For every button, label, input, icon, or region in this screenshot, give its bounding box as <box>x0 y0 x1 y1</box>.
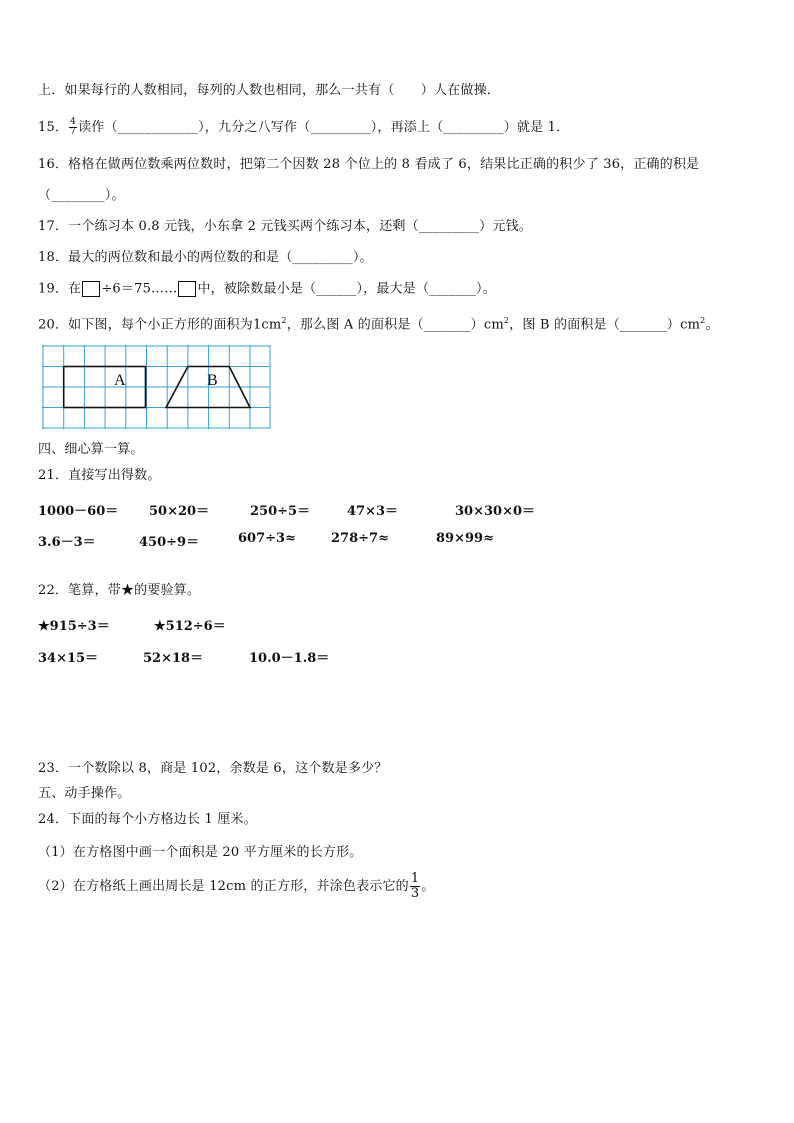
section-5-heading: 五、动手操作。 <box>38 786 131 801</box>
q21-expr: 3.6－3＝ <box>38 535 96 550</box>
question-21-title: 21．直接写出得数。 <box>38 468 161 483</box>
question-22-title: 22．笔算，带★的要验算。 <box>38 583 201 598</box>
q21-expr: 250÷5＝ <box>250 504 311 519</box>
q21-expr: 47×3＝ <box>347 504 399 519</box>
question-15 <box>38 118 569 137</box>
grid-lines <box>42 345 270 429</box>
question-top: 上．如果每行的人数相同，每列的人数也相同，那么一共有（ ）人在做操． <box>38 83 501 98</box>
q22-expr: ★915÷3＝ <box>38 619 110 634</box>
section-4-heading: 四、细心算一算。 <box>38 442 144 457</box>
question-18: 18．最大的两位数和最小的两位数的和是（_________）。 <box>38 250 373 265</box>
grid-svg <box>42 345 272 429</box>
q15-number: 15． <box>38 120 69 135</box>
q15-text: 读作（____________），九分之八写作（_________），再添上（_________）就是 1． <box>78 120 570 135</box>
q20-part3: ，图 B 的面积是（_______）cm <box>509 317 701 333</box>
question-24-title: 24．下面的每个小方格边长 1 厘米。 <box>38 812 257 827</box>
q24-sub2-text: （2）在方格纸上画出周长是 12cm 的正方形，并涂色表示它的 <box>38 879 409 894</box>
q19-part3: 中，被除数最小是（______），最大是（_______）。 <box>197 281 496 297</box>
q20-sup1: 2 <box>281 316 287 325</box>
remainder-box <box>178 281 196 297</box>
q21-expr: 1000－60＝ <box>38 504 119 519</box>
area-grid-figure <box>42 345 272 433</box>
q20-part4: 。 <box>705 317 719 333</box>
q21-expr: 30×30×0＝ <box>455 504 536 519</box>
question-16-line1: 16．格格在做两位数乘两位数时，把第二个因数 28 个位上的 8 看成了 6，结果比正确的积少了 36，正确的积是 <box>38 157 700 172</box>
q20-part1: 20．如下图，每个小正方形的面积为1cm <box>38 317 282 333</box>
question-19 <box>38 281 496 298</box>
dividend-box <box>82 281 100 297</box>
question-24-sub1: （1）在方格图中画一个面积是 20 平方厘米的长方形。 <box>38 845 363 860</box>
question-20 <box>38 313 719 333</box>
q20-sup3: 2 <box>700 316 706 325</box>
q21-expr: 607÷3≈ <box>238 531 296 546</box>
q21-expr: 89×99≈ <box>436 531 494 546</box>
question-16-line2: （________）。 <box>38 188 125 203</box>
q21-expr: 50×20＝ <box>149 504 210 519</box>
q24-sub2-end: 。 <box>421 879 435 894</box>
question-24-sub2 <box>38 872 435 901</box>
q20-sup2: 2 <box>503 316 510 325</box>
figure-b-label: B <box>207 372 218 389</box>
q19-part1: 19．在 <box>38 281 82 297</box>
q20-part2: ，那么图 A 的面积是（_______）cm <box>286 317 504 333</box>
q22-expr: 52×18＝ <box>143 651 204 666</box>
figure-a-label: A <box>114 372 126 389</box>
q22-expr: ★512÷6＝ <box>154 619 226 634</box>
question-17: 17．一个练习本 0.8 元钱，小东拿 2 元钱买两个练习本，还剩（_________）元钱。 <box>38 219 532 234</box>
q15-fraction: $\frac{4}{7}$ <box>70 117 77 137</box>
q22-expr: 10.0－1.8＝ <box>249 651 330 666</box>
question-23: 23．一个数除以 8，商是 102，余数是 6，这个数是多少？ <box>38 761 388 776</box>
q22-expr: 34×15＝ <box>38 651 99 666</box>
q21-expr: 278÷7≈ <box>331 531 389 546</box>
q24-fraction: $\frac{1}{3}$ <box>410 871 420 901</box>
q21-expr: 450÷9＝ <box>139 535 200 550</box>
q19-part2: ÷6＝75…… <box>101 281 178 297</box>
